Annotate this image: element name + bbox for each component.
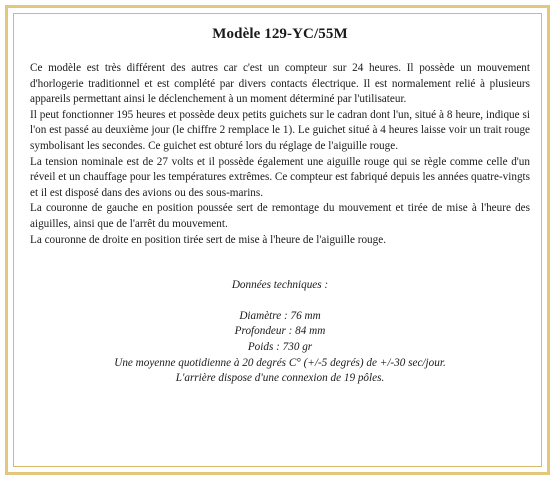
spec-diametre: Diamètre : 76 mm bbox=[239, 309, 321, 322]
document-content bbox=[30, 26, 530, 387]
paragraph-couronne-gauche: La couronne de gauche en position poussée sert de remontage du mouvement et tirée de mise à l'heure des aiguilles, ainsi que de l'arrêt du mouvement. bbox=[30, 202, 530, 230]
spec-moyenne: Une moyenne quotidienne à 20 degrés C° (+/-5 degrés) de +/-30 sec/jour. bbox=[114, 356, 446, 369]
paragraph-couronne-droite: La couronne de droite en position tirée sert de mise à l'heure de l'aiguille rouge. bbox=[30, 233, 387, 246]
specs-heading: Données techniques : bbox=[231, 279, 329, 292]
spec-poids: Poids : 730 gr bbox=[247, 340, 313, 353]
document-title: Modèle 129-YC/55M bbox=[212, 26, 348, 42]
paragraph-guichets: Il peut fonctionner 195 heures et possède deux petits guichets sur le cadran dont l'un, situé à 8 heure, indique si l'on est passé au deuxième jour (le chiffre 2 remplace le 1). Le guichet situé à 4 heures laisse voir un trait rouge symbolisant les secondes. Ce guichet est obturé lors du réglage de l'aiguille rouge. bbox=[30, 108, 530, 152]
paragraph-tension: La tension nominale est de 27 volts et il possède également une aiguille rouge qui se règle comme celle d'un réveil et un chauffage pour les températures extrêmes. Ce compteur est fabriqué depuis les années quatre-vingts et il est disposé dans des avions ou des sous-marins. bbox=[30, 155, 530, 199]
paragraph-intro: Ce modèle est très différent des autres car c'est un compteur sur 24 heures. Il possède un mouvement d'horlogerie traditionnel et est complété par divers contacts électrique. Il est normalement relié à plusieurs appareils permettant ainsi le déclenchement à un moment déterminé par l'utilisateur. bbox=[30, 62, 530, 106]
spec-profondeur: Profondeur : 84 mm bbox=[234, 325, 326, 338]
spec-connexion: L'arrière dispose d'une connexion de 19 pôles. bbox=[175, 372, 385, 385]
technical-specs bbox=[30, 278, 530, 387]
